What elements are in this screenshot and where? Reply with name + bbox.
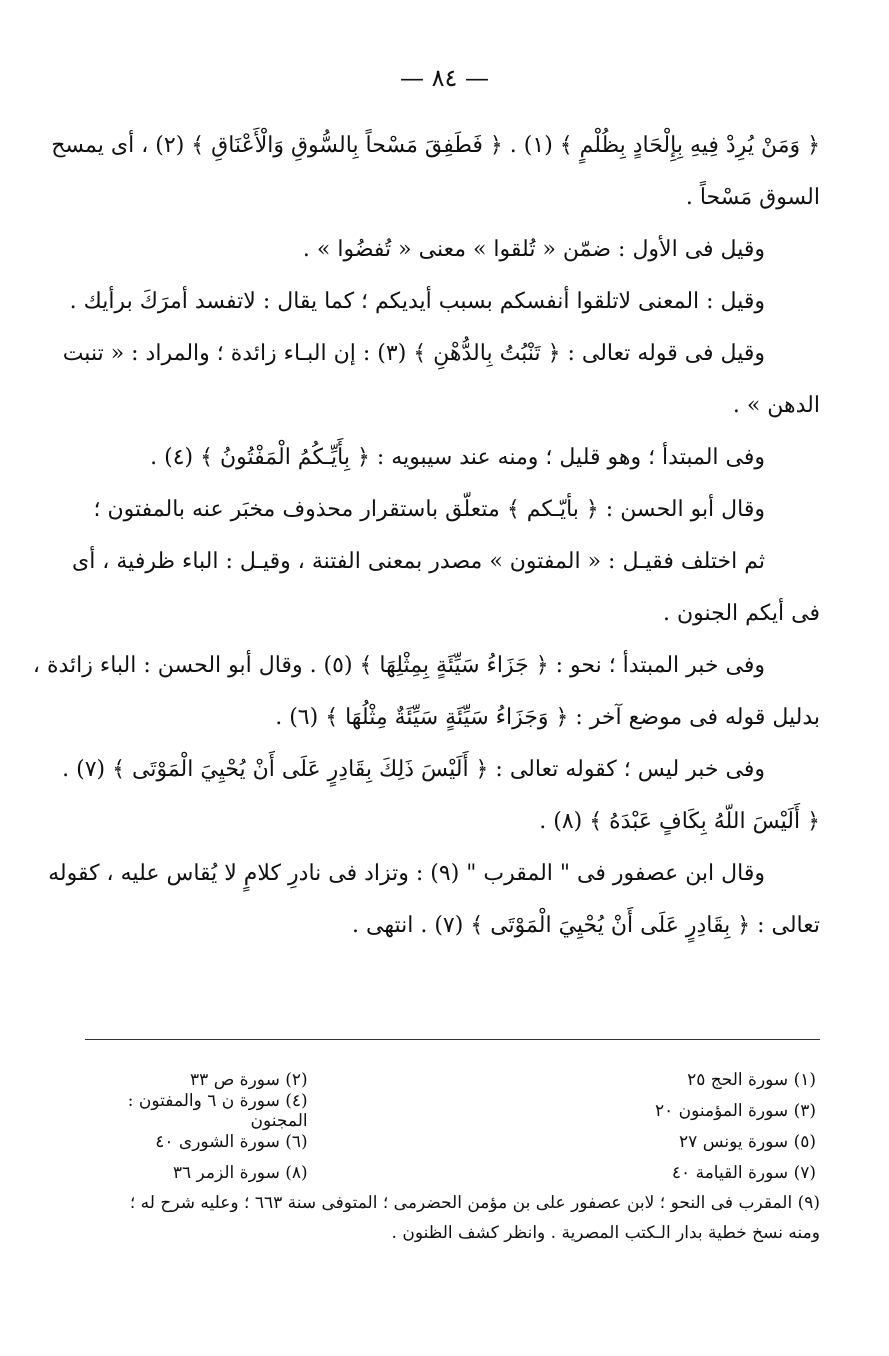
text-line: ثم اختلف فقيـل : « المفتون » مصدر بمعنى الفتنة ، وقيـل : الباء ظرفية ، أى — [71, 549, 765, 574]
footnote: (٥) سورة يونس ٢٧ — [679, 1131, 816, 1152]
footnote: (١) سورة الحج ٢٥ — [687, 1069, 816, 1090]
text-line: ﴿ أَلَيْسَ اللّهُ بِكَافٍ عَبْدَهُ ﴾ (٨) . — [539, 809, 820, 834]
text-line: وقيل فى قوله تعالى : ﴿ تَنْبُتُ بِالدُّهْنِ ﴾ (٣) : إن البـاء زائدة ؛ والمراد : « تنبت — [62, 341, 765, 366]
text-line: وقيل فى الأول : ضمّن « تُلقوا » معنى « تُفضُوا » . — [302, 237, 765, 262]
footnote-long: (٩) المقرب فى النحو ؛ لابن عصفور على بن مؤمن الحضرمى ؛ المتوفى سنة ٦٦٣ ؛ وعليه شرح له ؛ — [129, 1193, 820, 1213]
text-line: وقيل : المعنى لاتلقوا أنفسكم بسبب أيديكم ؛ كما يقال : لاتفسد أمرَكَ برأيك . — [69, 289, 765, 314]
footnote: (٧) سورة القيامة ٤٠ — [671, 1162, 816, 1183]
text-line: وفى خبر ليس ؛ كقوله تعالى : ﴿ أَلَيْسَ ذَلِكَ بِقَادِرٍ عَلَى أَنْ يُحْيِيَ الْمَوْتَى ﴾ (٧) . — [62, 757, 765, 782]
footnote-row — [85, 1126, 820, 1157]
footnote-row — [85, 1090, 820, 1131]
text-line: وفى المبتدأ ؛ وهو قليل ؛ ومنه عند سيبويه : ﴿ بِأَيِّـكُمُ الْمَفْتُونُ ﴾ (٤) . — [150, 445, 765, 470]
text-line: الدهن » . — [732, 393, 820, 418]
footnote: (٦) سورة الشورى ٤٠ — [155, 1131, 308, 1152]
text-line: فى أيكم الجنون . — [662, 601, 820, 626]
text-line: بدليل قوله فى موضع آخر : ﴿ وَجَزَاءُ سَيِّئَةٍ سَيِّئَةٌ مِثْلُهَا ﴾ (٦) . — [275, 705, 820, 730]
page-number: — ٨٤ — — [399, 64, 490, 92]
footnote: (٢) سورة ص ٣٣ — [190, 1069, 308, 1090]
text-line: ﴿ وَمَنْ يُرِدْ فِيهِ بِإِلْحَادٍ بِظُلْمٍ ﴾ (١) . ﴿ فَطَفِقَ مَسْحاً بِالسُّوقِ وَالْأَعْنَاقِ ﴾ (٢) ، أى يمسح — [51, 133, 820, 158]
main-text — [32, 120, 820, 952]
text-line: تعالى : ﴿ بِقَادِرٍ عَلَى أَنْ يُحْيِيَ الْمَوْتَى ﴾ (٧) . انتهى . — [352, 913, 820, 938]
text-line: السوق مَسْحاً . — [685, 185, 820, 210]
footnote: (٣) سورة المؤمنون ٢٠ — [654, 1100, 816, 1121]
footnote: (٨) سورة الزمر ٣٦ — [172, 1162, 308, 1183]
footnote-long: ومنه نسخ خطية بدار الـكتب المصرية . وانظر كشف الظنون . — [391, 1223, 820, 1243]
footnotes — [85, 1064, 820, 1248]
text-line: وفى خبر المبتدأ ؛ نحو : ﴿ جَزَاءُ سَيِّئَةٍ بِمِثْلِهَا ﴾ (٥) . وقال أبو الحسن : الباء زائدة ، — [32, 653, 765, 678]
text-line: وقال ابن عصفور فى " المقرب " (٩) : وتزاد فى نادرِ كلامٍ لا يُقاس عليه ، كقوله — [48, 861, 765, 886]
footnote-row — [85, 1157, 820, 1188]
footnote-divider — [85, 1039, 820, 1040]
footnote: (٤) سورة ن ٦ والمفتون : المجنون — [127, 1090, 308, 1131]
text-line: وقال أبو الحسن : ﴿ بأيّـكم ﴾ متعلّق باستقرار محذوف مخبَر عنه بالمفتون ؛ — [93, 497, 765, 522]
